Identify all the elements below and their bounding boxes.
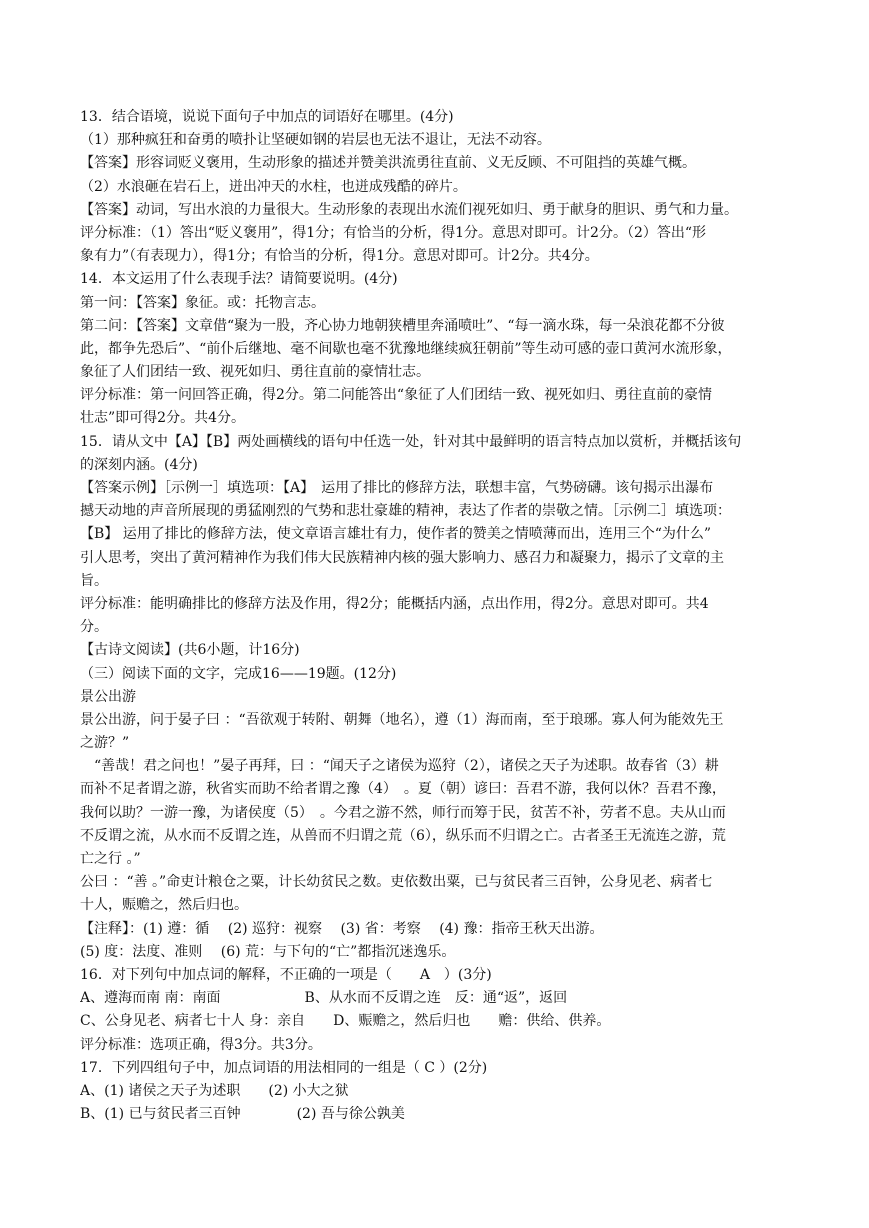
question-13-scoring-line-2: 象有力”（有表现力），得1分；有恰当的分析，得1分。意思对即可。计2分。共4分。: [80, 248, 599, 265]
passage-line-7: 亡之行 。”: [80, 851, 141, 867]
passage-line-2: 之游？”: [80, 735, 130, 752]
section-3-instructions: （三）阅读下面的文字，完成16——19题。(12分): [80, 665, 397, 682]
document-page: [80, 106, 792, 1126]
question-15-title-line-2: 的深刻内涵。(4分): [80, 456, 198, 473]
question-15-answer-line-3: 【B】 运用了排比的修辞方法，使文章语言雄壮有力，使作者的赞美之情喷薄而出，连用三个“为什么”: [80, 526, 712, 543]
passage-line-8: 公曰 ：“善 。”命吏计粮仓之粟，计长幼贫民之数。吏依数出粟，已与贫民者三百钟，公身见老、病者七: [80, 874, 713, 891]
question-15-answer-line-4: 引人思考，突出了黄河精神作为我们伟大民族精神内核的强大影响力、感召力和凝聚力，揭示了文章的主: [80, 549, 724, 566]
passage-line-9: 十人，赈赡之，然后归也。: [80, 897, 248, 914]
question-14-scoring-line-1: 评分标准：第一问回答正确，得2分。第二问能答出“象征了人们团结一致、视死如归、勇往直前的豪情: [80, 387, 713, 404]
question-17-title: 17．下列四组句子中，加点词语的用法相同的一组是（ C ）(2分): [80, 1059, 488, 1076]
question-13-answer-1: 【答案】形容词贬义褒用，生动形象的描述并赞美洪流勇往直前、义无反顾、不可阻挡的英雄气概。: [80, 155, 696, 172]
question-13-sentence-1: （1）那种疯狂和奋勇的喷扑让坚硬如钢的岩层也无法不退让，无法不动容。: [80, 132, 551, 149]
question-15-answer-line-5: 旨。: [80, 572, 108, 589]
question-13-scoring-line-1: 评分标准：（1）答出“贬义褒用”，得1分；有恰当的分析，得1分。意思对即可。计2分。（2）答出“形: [80, 224, 707, 241]
question-13-answer-2: 【答案】动词，写出水浪的力量很大。生动形象的表现出水流们视死如归、勇于献身的胆识、勇气和力量。: [80, 201, 738, 218]
passage-line-5: 我何以助？一游一豫，为诸侯度（5） 。今君之游不然，师行而筹于民，贫苦不补，劳者不息。夫从山而: [80, 804, 726, 821]
question-15-title-line-1: 15．请从文中【A】【B】两处画横线的语句中任选一处，针对其中最鲜明的语言特点加以赏析，并概括该句: [80, 433, 742, 450]
question-16-options-cd: C、公身见老、病者七十人 身：亲自 D、赈赡之，然后归也 赡：供给、供养。: [80, 1013, 611, 1030]
question-16-options-ab: A、遵海而南 南：南面 B、从水而不反谓之连 反：通“返”，返回: [80, 990, 568, 1007]
question-14-answer-part-2-line-3: 象征了人们团结一致、视死如归、勇往直前的豪情壮志。: [80, 364, 430, 381]
question-14-title: 14．本文运用了什么表现手法？请简要说明。(4分): [80, 271, 398, 288]
notes-line-2: (5) 度：法度、准则 (6) 荒：与下句的“亡”都指沉迷逸乐。: [80, 943, 456, 960]
question-13-title: 13．结合语境，说说下面句子中加点的词语好在哪里。(4分): [80, 109, 454, 125]
section-heading-classical-reading: 【古诗文阅读】(共6小题，计16分): [80, 642, 300, 659]
question-13-sentence-2: （2）水浪砸在岩石上，迸出冲天的水柱，也迸成残酷的碎片。: [80, 178, 467, 195]
question-17-option-a: A、(1) 诸侯之天子为述职 (2) 小大之狱: [80, 1082, 349, 1099]
question-16-title: 16．对下列句中加点词的解释，不正确的一项是（ A ）(3分): [80, 966, 492, 983]
question-14-answer-part-2-line-1: 第二问：【答案】文章借“聚为一股，齐心协力地朝狭槽里奔涌喷吐”、“每一滴水珠，每一朵浪花都不分彼: [80, 317, 725, 334]
passage-line-6: 不反谓之流，从水而不反谓之连，从兽而不归谓之荒（6），纵乐而不归谓之亡。古者圣王无流连之游，荒: [80, 827, 726, 844]
question-15-answer-line-2: 撼天动地的声音所展现的勇猛刚烈的气势和悲壮豪雄的精神，表达了作者的崇敬之情。［示例二］填选项：: [80, 503, 731, 520]
question-14-answer-part-1: 第一问：【答案】象征。或：托物言志。: [80, 294, 325, 311]
passage-line-4: 而补不足者谓之游，秋省实而助不给者谓之豫（4） 。夏（朝）谚曰：吾君不游，我何以休？吾君不豫，: [80, 781, 726, 798]
question-15-answer-line-1: 【答案示例】［示例一］填选项：【A】 运用了排比的修辞方法，联想丰富，气势磅礴。该句揭示出瀑布: [80, 480, 714, 496]
question-15-scoring-line-2: 分。: [80, 619, 108, 636]
notes-line-1: 【注释】：(1) 遵：循 (2) 巡狩：视察 (3) 省：考察 (4) 豫：指帝王秋天出游。: [80, 920, 604, 937]
passage-line-1: 景公出游，问于晏子曰 ：“吾欲观于转附、朝舞（地名），遵（1）海而南，至于琅琊。寡人何为能效先王: [80, 711, 724, 728]
passage-title: 景公出游: [80, 688, 136, 705]
question-14-scoring-line-2: 壮志”即可得2分。共4分。: [80, 410, 245, 427]
passage-line-3: “善哉！君之问也！”晏子再拜，曰 ：“闻天子之诸侯为巡狩（2），诸侯之天子为述职。故春省（3）耕: [80, 758, 719, 775]
question-14-answer-part-2-line-2: 此，都争先恐后”、“前仆后继地、毫不间歇也毫不犹豫地继续疯狂朝前”等生动可感的壶口黄河水流形象，: [80, 340, 732, 357]
question-16-scoring: 评分标准：选项正确，得3分。共3分。: [80, 1036, 322, 1053]
question-17-option-b: B、(1) 已与贫民者三百钟 (2) 吾与徐公孰美: [80, 1106, 405, 1123]
question-15-scoring-line-1: 评分标准：能明确排比的修辞方法及作用，得2分；能概括内涵，点出作用，得2分。意思对即可。共4: [80, 595, 709, 612]
